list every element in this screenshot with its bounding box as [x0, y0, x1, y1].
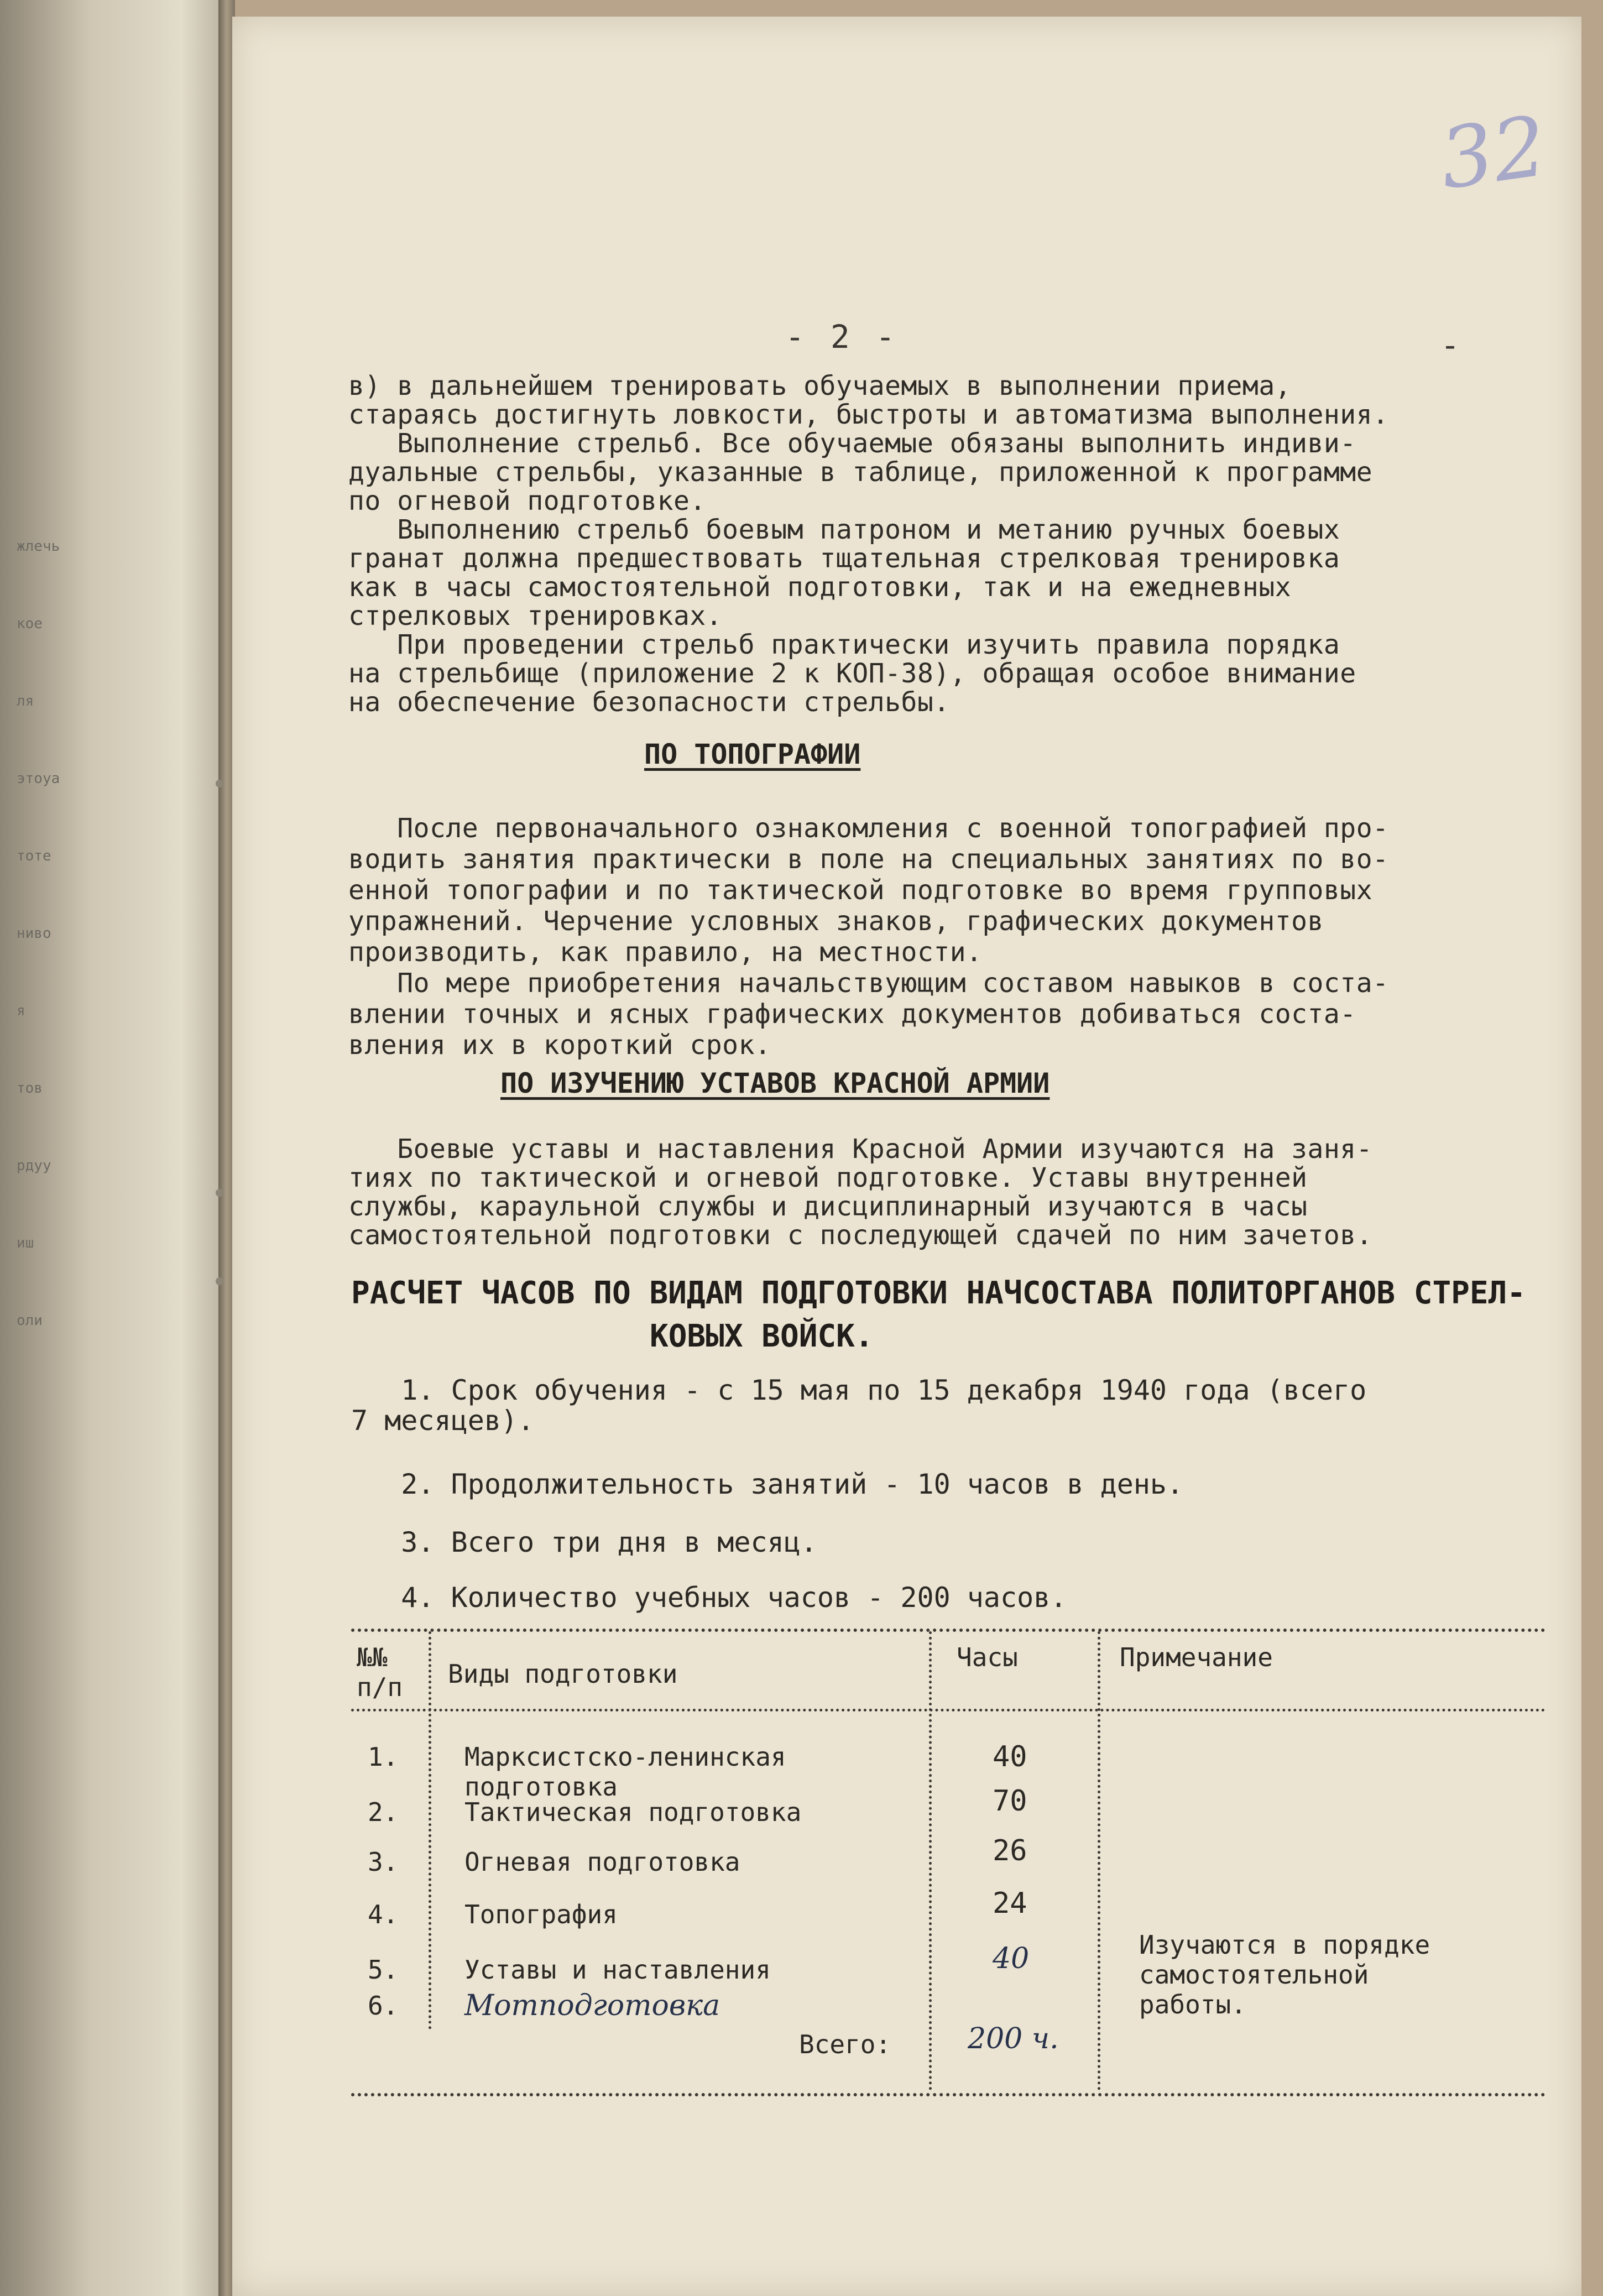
- left-page-fragment: тоте: [17, 848, 51, 864]
- topography-section-line: енной топографии и по тактической подготовке во время групповых: [348, 875, 1373, 906]
- row-number: 5.: [368, 1955, 399, 1985]
- left-page-fragment: этоуа: [17, 770, 60, 787]
- total-value: 200 ч.: [968, 2022, 1059, 2055]
- row-hours: 40: [993, 1942, 1030, 1975]
- row-kind: Мотподготовка: [464, 1989, 720, 2022]
- header-kind: Виды подготовки: [448, 1659, 678, 1689]
- fire-section-line: гранат должна предшествовать тщательная стрелковая тренировка: [348, 543, 1340, 574]
- row-number: 6.: [368, 1991, 399, 2021]
- left-page-fragment: кое: [17, 615, 43, 632]
- row-kind: Уставы и наставления: [464, 1955, 771, 1985]
- table-note: Изучаются в порядке самостоятельной работы.: [1139, 1930, 1430, 2020]
- left-page-fragment: жлечь: [17, 538, 60, 555]
- calc-heading-line-1: РАСЧЕТ ЧАСОВ ПО ВИДАМ ПОДГОТОВКИ НАЧСОСТАВА ПОЛИТОРГАНОВ СТРЕЛ-: [351, 1275, 1526, 1311]
- regulations-section-line: самостоятельной подготовки с последующей сдачей по ним зачетов.: [348, 1220, 1373, 1251]
- topography-section-line: вления их в короткий срок.: [348, 1030, 771, 1061]
- left-page-fragment: иш: [17, 1235, 34, 1251]
- fire-section-line: по огневой подготовке.: [348, 486, 706, 516]
- fire-section-line: При проведении стрельб практически изучить правила порядка: [348, 629, 1340, 660]
- regulations-heading: ПО ИЗУЧЕНИЮ УСТАВОВ КРАСНОЙ АРМИИ: [500, 1067, 1050, 1099]
- table-divider-num: [429, 1631, 431, 2029]
- topography-section-line: упражнений. Черчение условных знаков, графических документов: [348, 906, 1324, 937]
- item-1-cont: 7 месяцев).: [351, 1405, 535, 1437]
- left-page-fragment: ниво: [17, 925, 51, 942]
- fire-section-line: Выполнению стрельб боевым патроном и метанию ручных боевых: [348, 514, 1340, 545]
- header-hours: Часы: [957, 1642, 1018, 1672]
- total-label: Всего:: [799, 2029, 891, 2059]
- item-4: 4. Количество учебных часов - 200 часов.: [351, 1582, 1067, 1614]
- topography-section-line: влении точных и ясных графических документов добиваться соста-: [348, 999, 1356, 1030]
- item-2: 2. Продолжительность занятий - 10 часов в день.: [351, 1468, 1184, 1500]
- fire-section-line: на стрельбище (приложение 2 к КОП-38), обращая особое внимание: [348, 658, 1356, 689]
- topography-section-line: водить занятия практически в поле на специальных занятиях по во-: [348, 844, 1389, 875]
- row-hours: 40: [993, 1740, 1027, 1773]
- regulations-section-line: службы, караульной службы и дисциплинарный изучаются в часы: [348, 1191, 1308, 1222]
- table-divider-kind: [929, 1631, 932, 2090]
- row-kind: Тактическая подготовка: [464, 1797, 802, 1827]
- left-page-fragment: ля: [17, 693, 34, 709]
- calc-heading-line-2: КОВЫХ ВОЙСК.: [650, 1318, 874, 1354]
- page-number-dash: -: [1440, 326, 1460, 364]
- left-page: [0, 0, 227, 2296]
- left-page-fragment: рдуу: [17, 1157, 51, 1174]
- page-number: - 2 -: [785, 318, 899, 356]
- row-number: 1.: [368, 1742, 399, 1772]
- hours-calculation-heading: [351, 1272, 1526, 1358]
- left-page-fragment: тов: [17, 1080, 43, 1097]
- binding-stitch: [216, 1189, 223, 1197]
- table-divider-hours: [1098, 1631, 1100, 2090]
- regulations-section-line: тиях по тактической и огневой подготовке. Уставы внутренней: [348, 1162, 1308, 1193]
- topography-heading: ПО ТОПОГРАФИИ: [644, 738, 861, 770]
- header-note: Примечание: [1120, 1642, 1273, 1672]
- topography-section-line: производить, как правило, на местности.: [348, 937, 983, 968]
- fire-section-line: дуальные стрельбы, указанные в таблице, приложенной к программе: [348, 457, 1373, 488]
- fire-section-line: как в часы самостоятельной подготовки, так и на ежедневных: [348, 572, 1292, 603]
- fire-section-line: в) в дальнейшем тренировать обучаемых в выполнении приема,: [348, 371, 1292, 401]
- row-kind: Марксистско-ленинская подготовка: [464, 1742, 786, 1802]
- topography-section-line: После первоначального ознакомления с военной топографией про-: [348, 813, 1389, 844]
- document-page: [232, 17, 1581, 2296]
- left-page-fragment: я: [17, 1003, 25, 1019]
- row-number: 3.: [368, 1847, 399, 1877]
- row-number: 4.: [368, 1900, 399, 1929]
- row-kind: Топография: [464, 1900, 618, 1929]
- regulations-section-line: Боевые уставы и наставления Красной Армии изучаются на заня-: [348, 1134, 1373, 1165]
- row-hours: 70: [993, 1784, 1027, 1818]
- header-num: №№ п/п: [357, 1642, 403, 1702]
- binding-stitch: [216, 1277, 223, 1285]
- folio-number: 32: [1434, 98, 1553, 208]
- fire-section-line: Выполнение стрельб. Все обучаемые обязаны выполнить индиви-: [348, 428, 1356, 459]
- row-number: 2.: [368, 1797, 399, 1827]
- row-hours: 24: [993, 1887, 1027, 1920]
- fire-section-line: стрелковых тренировках.: [348, 601, 723, 632]
- row-kind: Огневая подготовка: [464, 1847, 740, 1877]
- table-header-rule: [351, 1709, 1545, 1711]
- item-1: 1. Срок обучения - с 15 мая по 15 декабря 1940 года (всего: [351, 1374, 1367, 1406]
- topography-section-line: По мере приобретения начальствующим составом навыков в соста-: [348, 968, 1389, 999]
- fire-section-line: на обеспечение безопасности стрельбы.: [348, 687, 950, 718]
- left-page-fragment: оли: [17, 1312, 43, 1329]
- item-3: 3. Всего три дня в месяц.: [351, 1526, 817, 1558]
- table-top-rule: [351, 1629, 1545, 1632]
- fire-section-line: стараясь достигнуть ловкости, быстроты и автоматизма выполнения.: [348, 399, 1389, 430]
- binding-stitch: [216, 780, 223, 787]
- row-hours: 26: [993, 1834, 1027, 1867]
- table-bottom-rule: [351, 2093, 1545, 2096]
